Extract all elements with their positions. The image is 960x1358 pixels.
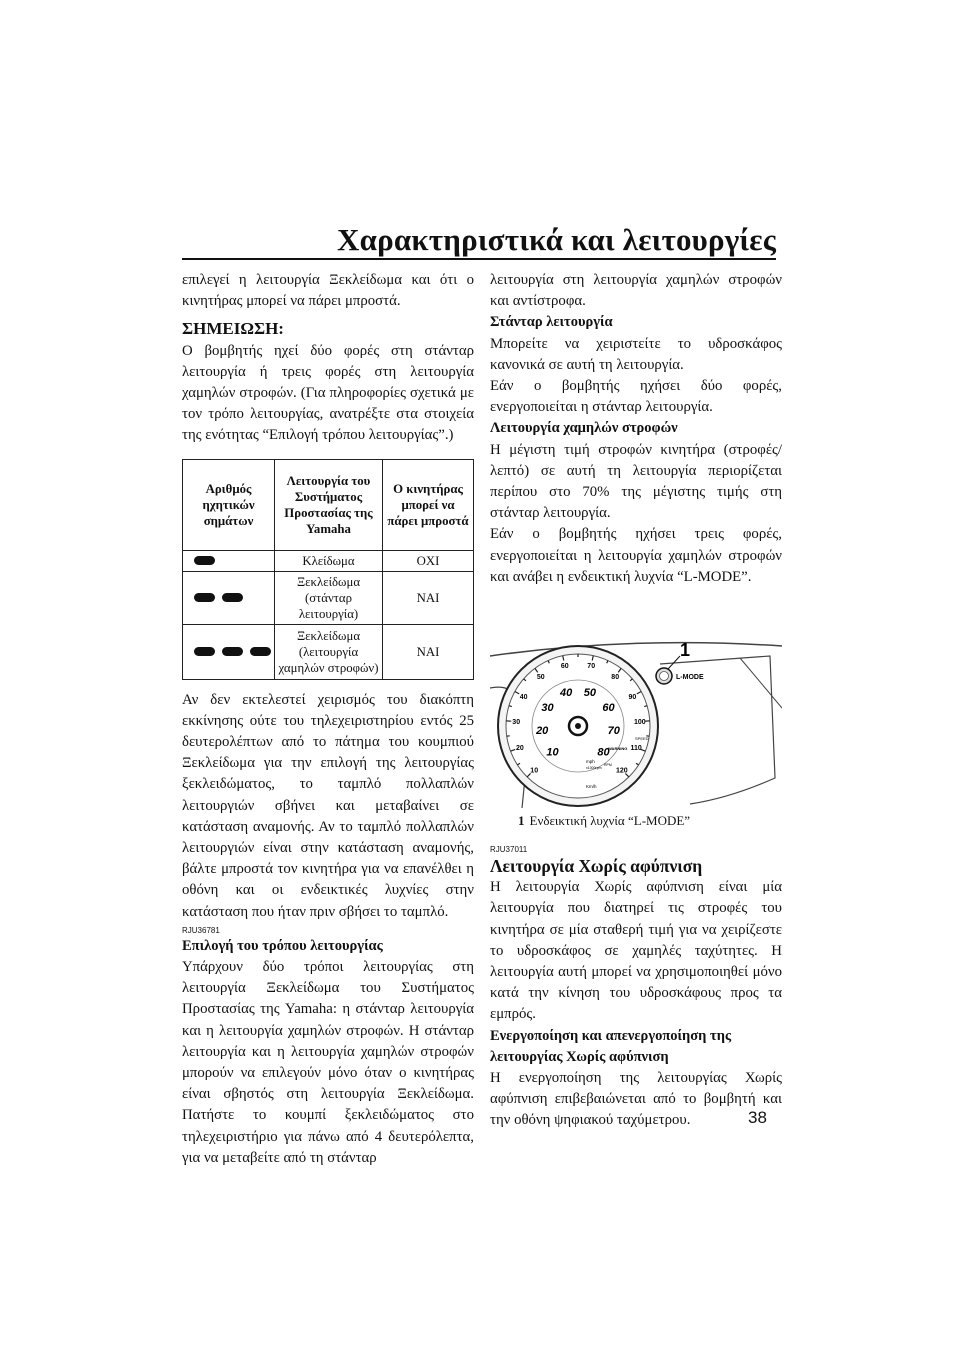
beep-signal-cell [183, 550, 275, 571]
left-column [182, 270, 474, 1169]
paragraph: λειτουργία στη λειτουργία χαμηλών στροφών και αντίστροφα. [490, 272, 782, 310]
paragraph: Εάν ο βομβητής ηχήσει τρεις φορές, ενεργοποιείται η λειτουργία χαμηλών στροφών και ανάβει η ενδεικτική λυχνία “L-MODE”. [490, 526, 782, 585]
speedometer-figure [490, 628, 782, 808]
gauge-outer-label: 60 [560, 662, 569, 670]
table-cell: Ξεκλείδωμα (στάνταρ λειτουργία) [275, 571, 383, 624]
figure-caption [518, 810, 782, 831]
subsection-title: Στάνταρ λειτουργία [490, 314, 613, 331]
table-header: Αριθμός ηχητικών σημάτων [183, 459, 275, 550]
section-title: Επιλογή του τρόπου λειτουργίας [182, 937, 383, 954]
paragraph: Εάν ο βομβητής ηχήσει δύο φορές, ενεργοποιείται η στάνταρ λειτουργία. [490, 378, 782, 416]
gauge-inner-label: 80 [597, 746, 610, 759]
gauge-outer-label: 50 [536, 673, 545, 681]
beep-icon [194, 647, 215, 656]
gauge-outer-label: 10 [530, 767, 539, 775]
paragraph: επιλεγεί η λειτουργία Ξεκλείδωμα και ότι ο κινητήρας μπορεί να πάρει μπροστά. [182, 272, 474, 310]
callout-number: 1 [680, 640, 691, 661]
paragraph: Υπάρχουν δύο τρόποι λειτουργίας στη λειτουργία Ξεκλείδωμα του Συστήματος Προστασίας της Yamaha: η στάνταρ λειτουργία και η λειτουργία χαμηλών στροφών. Η στάνταρ λειτουργία και η λειτουργία χαμηλών στροφών μπορούν να επιλεγούν μόνο όταν ο κινητήρας είναι σβηστός στη λειτουργία Ξεκλείδωμα. Πατήστε το κουμπί ξεκλειδώματος στο τηλεχειριστήριο για πάνω από 4 δευτερόλεπτα, για να μεταβείτε από τη στάνταρ [182, 959, 474, 1166]
paragraph: Η λειτουργία Χωρίς αφύπνιση είναι μία λειτουργία που διατηρεί τις στροφές του κινητήρα σε μία σταθερή τιμή για να χειρίζεστε το υδροσκάφος σε χαμηλές ταχύτητες. Η λειτουργία αυτή μπορεί να χρησιμοποιηθεί μόνο κατά την κίνηση του υδροσκάφους προς τα εμπρός. [490, 879, 782, 1023]
beep-table [182, 459, 474, 680]
gauge-outer-label: 110 [630, 745, 642, 753]
l-mode-lamp-inner [660, 672, 669, 681]
table-cell: ΟΧΙ [382, 550, 473, 571]
table-cell: Κλείδωμα [275, 550, 383, 571]
beep-icon [222, 647, 243, 656]
subsection-title: Ενεργοποίηση και απενεργοποίηση της λειτουργίας Χωρίς αφύπνιση [490, 1027, 732, 1065]
gauge-outer-label: 100 [633, 719, 646, 727]
beep-icon [250, 647, 271, 656]
gauge-outer-label: 90 [628, 693, 637, 701]
beep-signal-cell [183, 571, 275, 624]
right-column [490, 270, 782, 1132]
gauge-inner-label: 70 [607, 725, 620, 738]
gauge-hub-center [575, 723, 581, 729]
section-title: Λειτουργία Χωρίς αφύπνιση [490, 856, 703, 877]
section-code: RJU36781 [182, 925, 220, 935]
beep-icon [194, 556, 215, 565]
caption-number: 1 [518, 813, 525, 829]
unit-label: RPM [604, 763, 612, 768]
beep-icon [222, 593, 243, 602]
unit-label: Km/h [586, 784, 597, 790]
gauge-outer-label: 30 [512, 719, 521, 727]
gauge-inner-label: 60 [602, 701, 615, 714]
gauge-outer-label: 20 [516, 745, 524, 753]
gauge-outer-label: 120 [615, 767, 628, 775]
table-cell: Ξεκλείδωμα (λειτουργία χαμηλών στροφών) [275, 624, 383, 679]
unit-label: mph [586, 759, 595, 765]
note-title: ΣΗΜΕΙΩΣΗ: [182, 319, 284, 339]
gauge-inner-label: 50 [583, 687, 597, 700]
page-header-title: Χαρακτηριστικά και λειτουργίες [337, 222, 776, 257]
unit-label: x1000rpm [586, 766, 602, 771]
speed-label: SPEED [635, 736, 649, 742]
gauge-inner-label: 30 [541, 701, 554, 714]
table-header: Λειτουργία του Συστήματος Προστασίας της Yamaha [275, 459, 383, 550]
table-cell: ΝΑΙ [382, 624, 473, 679]
gauge-inner-label: 20 [536, 725, 549, 738]
beep-icon [194, 593, 215, 602]
note-text: Ο βομβητής ηχεί δύο φορές στη στάνταρ λειτουργία ή τρεις φορές στη λειτουργία χαμηλών στροφών. (Για πληροφορίες σχετικά με τον τρόπο λειτουργίας, ανατρέξτε στα στοιχεία της ενότητας “Επιλογή τρόπου λειτουργίας”.) [182, 342, 474, 444]
paragraph: Μπορείτε να χειριστείτε το υδροσκάφος κανονικά σε αυτή τη λειτουργία. [490, 335, 782, 373]
gauge-outer-label: 40 [519, 693, 528, 701]
caption-text: Ενδεικτική λυχνία “L-MODE” [529, 813, 691, 829]
paragraph: Η ενεργοποίηση της λειτουργίας Χωρίς αφύπνιση επιβεβαιώνεται από το βομβητή και την οθόνη ψηφιακού ταχύμετρου. [490, 1070, 782, 1129]
gauge-inner-label: 10 [546, 746, 559, 759]
table-row [183, 571, 474, 624]
table-row [183, 624, 474, 679]
table-header-row [183, 459, 474, 550]
table-header: Ο κινητήρας μπορεί να πάρει μπροστά [382, 459, 473, 550]
l-mode-label: L-MODE [676, 674, 704, 682]
subsection-title: Λειτουργία χαμηλών στροφών [490, 420, 678, 437]
gauge-outer-label: 80 [611, 673, 620, 681]
page-number: 38 [748, 1108, 767, 1127]
section-code: RJU37011 [490, 845, 528, 855]
gauge-inner-label: 40 [559, 687, 573, 700]
warning-label: WARNING [608, 746, 628, 752]
beep-signal-cell [183, 624, 275, 679]
gauge-outer-label: 70 [587, 662, 596, 670]
header-rule [182, 258, 776, 260]
table-cell: ΝΑΙ [382, 571, 473, 624]
table-row [183, 550, 474, 571]
paragraph: Η μέγιστη τιμή στροφών κινητήρα (στροφές/λεπτό) σε αυτή τη λειτουργία περιορίζεται περίπου στο 70% της μέγιστης τιμής στη στάνταρ λειτουργία. [490, 441, 782, 522]
paragraph: Αν δεν εκτελεστεί χειρισμός του διακόπτη εκκίνησης ούτε του τηλεχειριστηρίου εντός 25 δευτερολέπτων από το πάτημα του κουμπιού Ξεκλείδωμα για την επιλογή της λειτουργίας ξεκλειδώματος, το ταμπλό πολλαπλών λειτουργιών σβήνει και μεταβαίνει σε κατάσταση αναμονής. Αν το ταμπλό πολλαπλών λειτουργιών είναι στην κατάσταση αναμονής, βάλτε μπροστά τον κινητήρα για να επανέλθει η οθόνη και οι ενδεικτικές λυχνίες στην κατάσταση που ήταν πριν σβήσει το ταμπλό. [182, 691, 474, 920]
